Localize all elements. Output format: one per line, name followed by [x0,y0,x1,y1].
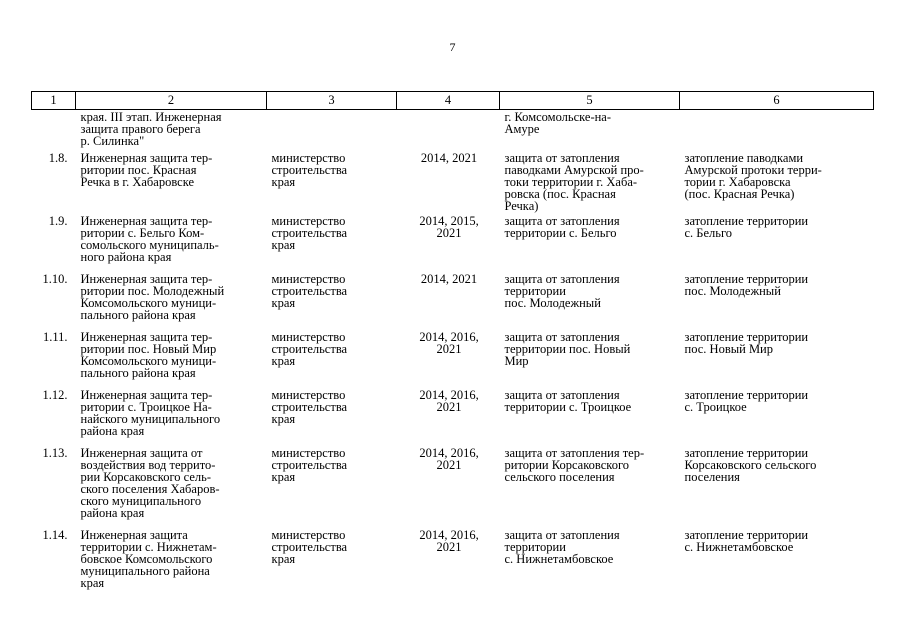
executor: министерство строительства края [271,151,348,189]
table-row-continuation [32,110,874,150]
column-header-4: 4 [397,92,500,110]
years: 2014, 2016, 2021 [419,528,479,554]
column-header-3: 3 [267,92,397,110]
table-row [32,149,874,212]
table-row [32,212,874,270]
executor: министерство строительства края [271,446,348,484]
measure-name: Инженерная защита тер- ритории пос. Молодежный Комсомольского муници- пального района края [80,272,225,322]
risk: затопление территории с. Бельго [684,214,809,240]
row-number: 1.8. [48,151,68,165]
row-number: 1.14. [42,528,68,542]
years: 2014, 2016, 2021 [419,388,479,414]
goal: защита от затопления тер- ритории Корсаковского сельского поселения [504,446,645,484]
risk: затопление паводками Амурской протоки терри- тории г. Хабаровска (пос. Красная Речка) [684,151,822,201]
table-row [32,386,874,444]
risk [680,110,874,150]
measures-table [31,91,874,597]
measure-name: Инженерная защита тер- ритории с. Троицкое На- найского муниципального района края [80,388,221,438]
measure-name: Инженерная защита территории с. Нижнетам- бовское Комсомольского муниципального района края [80,528,217,590]
executor [267,110,397,150]
risk: затопление территории Корсаковского сельского поселения [684,446,817,484]
goal: защита от затопления территории с. Бельго [504,214,620,240]
risk: затопление территории пос. Новый Мир [684,330,809,356]
table-row [32,328,874,386]
row-number: 1.10. [42,272,68,286]
row-number [32,110,76,150]
measure-name: Инженерная защита тер- ритории пос. Новый Мир Комсомольского муници- пального района края [80,330,217,380]
executor: министерство строительства края [271,330,348,368]
years: 2014, 2016, 2021 [419,330,479,356]
page-number: 7 [449,40,456,54]
years: 2014, 2021 [420,151,478,165]
goal: защита от затопления территории с. Нижнетамбовское [504,528,620,566]
column-header-2: 2 [76,92,267,110]
column-header-6: 6 [680,92,874,110]
goal: защита от затопления территории с. Троицкое [504,388,632,414]
risk: затопление территории с. Нижнетамбовское [684,528,809,554]
row-number: 1.12. [42,388,68,402]
years: 2014, 2016, 2021 [419,446,479,472]
measure-name: края. III этап. Инженерная защита правого берега р. Силинка" [80,110,222,148]
years: 2014, 2021 [420,272,478,286]
column-header-5: 5 [500,92,680,110]
column-header-1: 1 [32,92,76,110]
goal: г. Комсомольске-на- Амуре [504,110,612,136]
executor: министерство строительства края [271,388,348,426]
table-row [32,526,874,597]
row-number: 1.11. [42,330,68,344]
measure-name: Инженерная защита тер- ритории пос. Красная Речка в г. Хабаровске [80,151,213,189]
years [397,110,500,150]
row-number: 1.9. [48,214,68,228]
table-row [32,444,874,526]
risk: затопление территории пос. Молодежный [684,272,809,298]
column-number-header-row [32,92,874,110]
executor: министерство строительства края [271,272,348,310]
goal: защита от затопления территории пос. Новый Мир [504,330,631,368]
measure-name: Инженерная защита тер- ритории с. Бельго Ком- сомольского муниципаль- ного района края [80,214,219,264]
risk: затопление территории с. Троицкое [684,388,809,414]
executor: министерство строительства края [271,528,348,566]
measure-name: Инженерная защита от воздействия вод террито- рии Корсаковского сель- ского поселения Хабаров- ского муниципального района края [80,446,220,520]
table-row [32,270,874,328]
row-number: 1.13. [42,446,68,460]
years: 2014, 2015, 2021 [419,214,479,240]
goal: защита от затопления паводками Амурской про- токи территории г. Хаба- ровска (пос. Красная Речка) [504,151,644,213]
goal: защита от затопления территории пос. Молодежный [504,272,620,310]
executor: министерство строительства края [271,214,348,252]
